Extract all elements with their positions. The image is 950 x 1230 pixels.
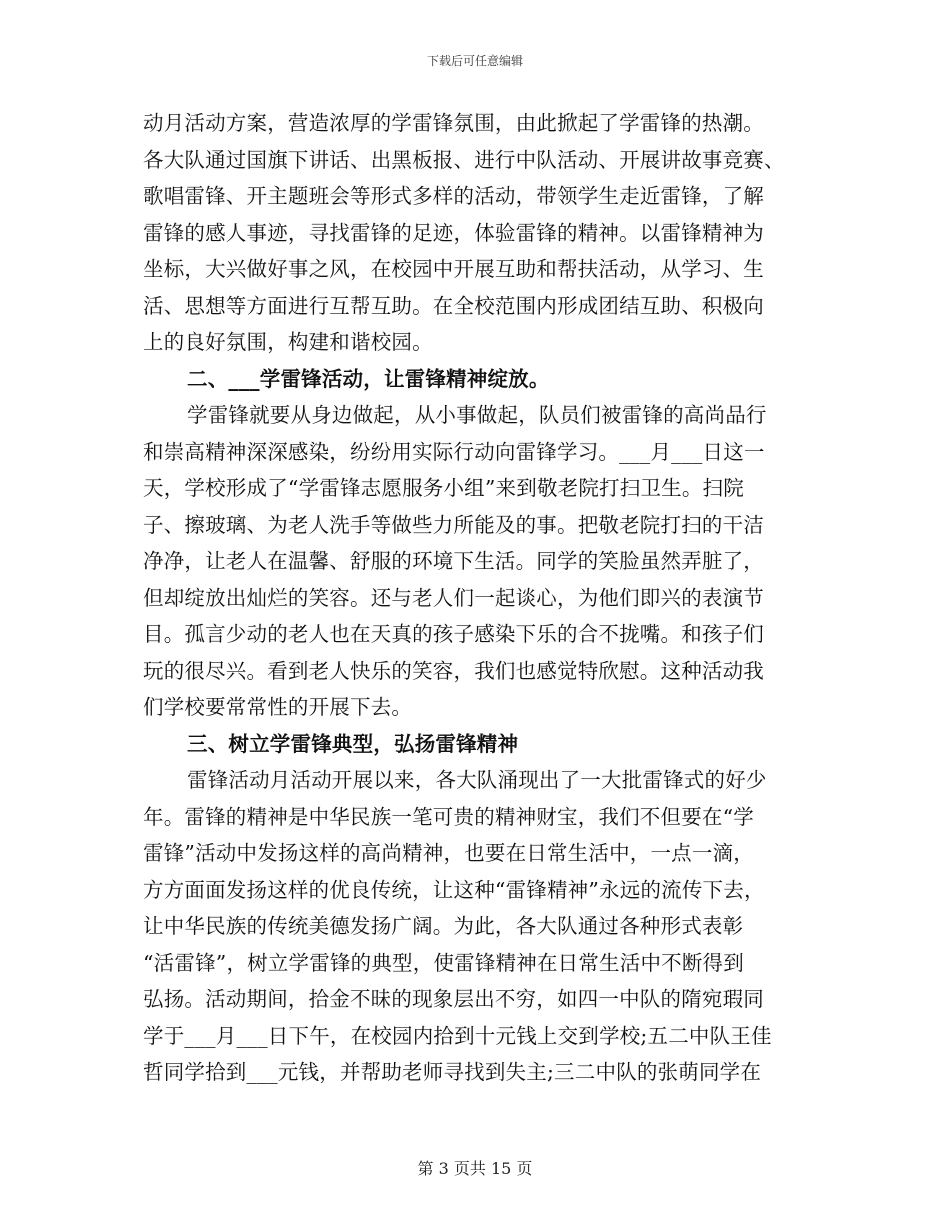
page-number: 第 3 页共 15 页 <box>417 1159 533 1178</box>
paragraph-first-line: 学雷锋就要从身边做起，从小事做起，队员们被雷锋的高尚品行 <box>187 403 767 427</box>
text-line: 活、思想等方面进行互帮互助。在全校范围内形成团结互助、积极向 <box>143 293 764 318</box>
section-heading: 三、树立学雷锋典型，弘扬雷锋精神 <box>187 731 519 756</box>
text-line: 方方面面发扬这样的优良传统，让这种“雷锋精神”永远的流传下去， <box>143 877 765 902</box>
text-line: 们学校要常常性的开展下去。 <box>143 695 413 719</box>
text-line: 坐标，大兴做好事之风，在校园中开展互助和帮扶活动，从学习、生 <box>143 257 764 281</box>
document-body <box>143 105 823 1091</box>
page-header: 下载后可任意编辑 <box>426 54 523 68</box>
text-line: 动月活动方案，营造浓厚的学雷锋氛围，由此掀起了学雷锋的热潮。 <box>143 111 764 135</box>
text-line: 玩的很尽兴。看到老人快乐的笑容，我们也感觉特欣慰。这种活动我 <box>143 658 764 683</box>
text-line: 天，学校形成了“学雷锋志愿服务小组”来到敬老院打扫卫生。扫院 <box>143 476 744 500</box>
text-line: 弘扬。活动期间，拾金不昧的现象层出不穷，如四一中队的隋宛瑕同 <box>143 987 764 1011</box>
paragraph-first-line: 雷锋活动月活动开展以来，各大队涌现出了一大批雷锋式的好少 <box>187 768 767 792</box>
text-line: 学于___月___日下午，在校园内拾到十元钱上交到学校;五二中队王佳 <box>143 1023 772 1048</box>
text-line: 歌唱雷锋、开主题班会等形式多样的活动，带领学生走近雷锋，了解 <box>143 184 764 208</box>
text-line: 但却绽放出灿烂的笑容。还与老人们一起谈心，为他们即兴的表演节 <box>143 585 764 610</box>
text-line: 子、擦玻璃、为老人洗手等做些力所能及的事。把敬老院打扫的干洁 <box>143 512 764 537</box>
text-line: 让中华民族的传统美德发扬广阔。为此，各大队通过各种形式表彰 <box>143 914 744 938</box>
text-line: 上的良好氛围，构建和谐校园。 <box>143 330 433 354</box>
text-line: 各大队通过国旗下讲话、出黑板报、进行中队活动、开展讲故事竞赛、 <box>143 147 785 172</box>
text-line: 和崇高精神深深感染，纷纷用实际行动向雷锋学习。___月___日这一 <box>143 439 765 464</box>
text-line: 目。孤言少动的老人也在天真的孩子感染下乐的合不拢嘴。和孩子们 <box>143 622 764 646</box>
text-line: 雷锋的感人事迹，寻找雷锋的足迹，体验雷锋的精神。以雷锋精神为 <box>143 220 764 245</box>
text-line: 净净，让老人在温馨、舒服的环境下生活。同学的笑脸虽然弄脏了， <box>143 549 764 573</box>
text-line: 年。雷锋的精神是中华民族一笔可贵的精神财宝，我们不但要在“学 <box>143 804 754 829</box>
text-line: 雷锋”活动中发扬这样的高尚精神，也要在日常生活中，一点一滴， <box>143 841 754 865</box>
text-line: “活雷锋”，树立学雷锋的典型，使雷锋精神在日常生活中不断得到 <box>143 950 744 975</box>
text-line: 哲同学拾到___元钱，并帮助老师寻找到失主;三二中队的张萌同学在 <box>143 1060 762 1084</box>
section-heading: 二、___学雷锋活动，让雷锋精神绽放。 <box>187 366 550 391</box>
